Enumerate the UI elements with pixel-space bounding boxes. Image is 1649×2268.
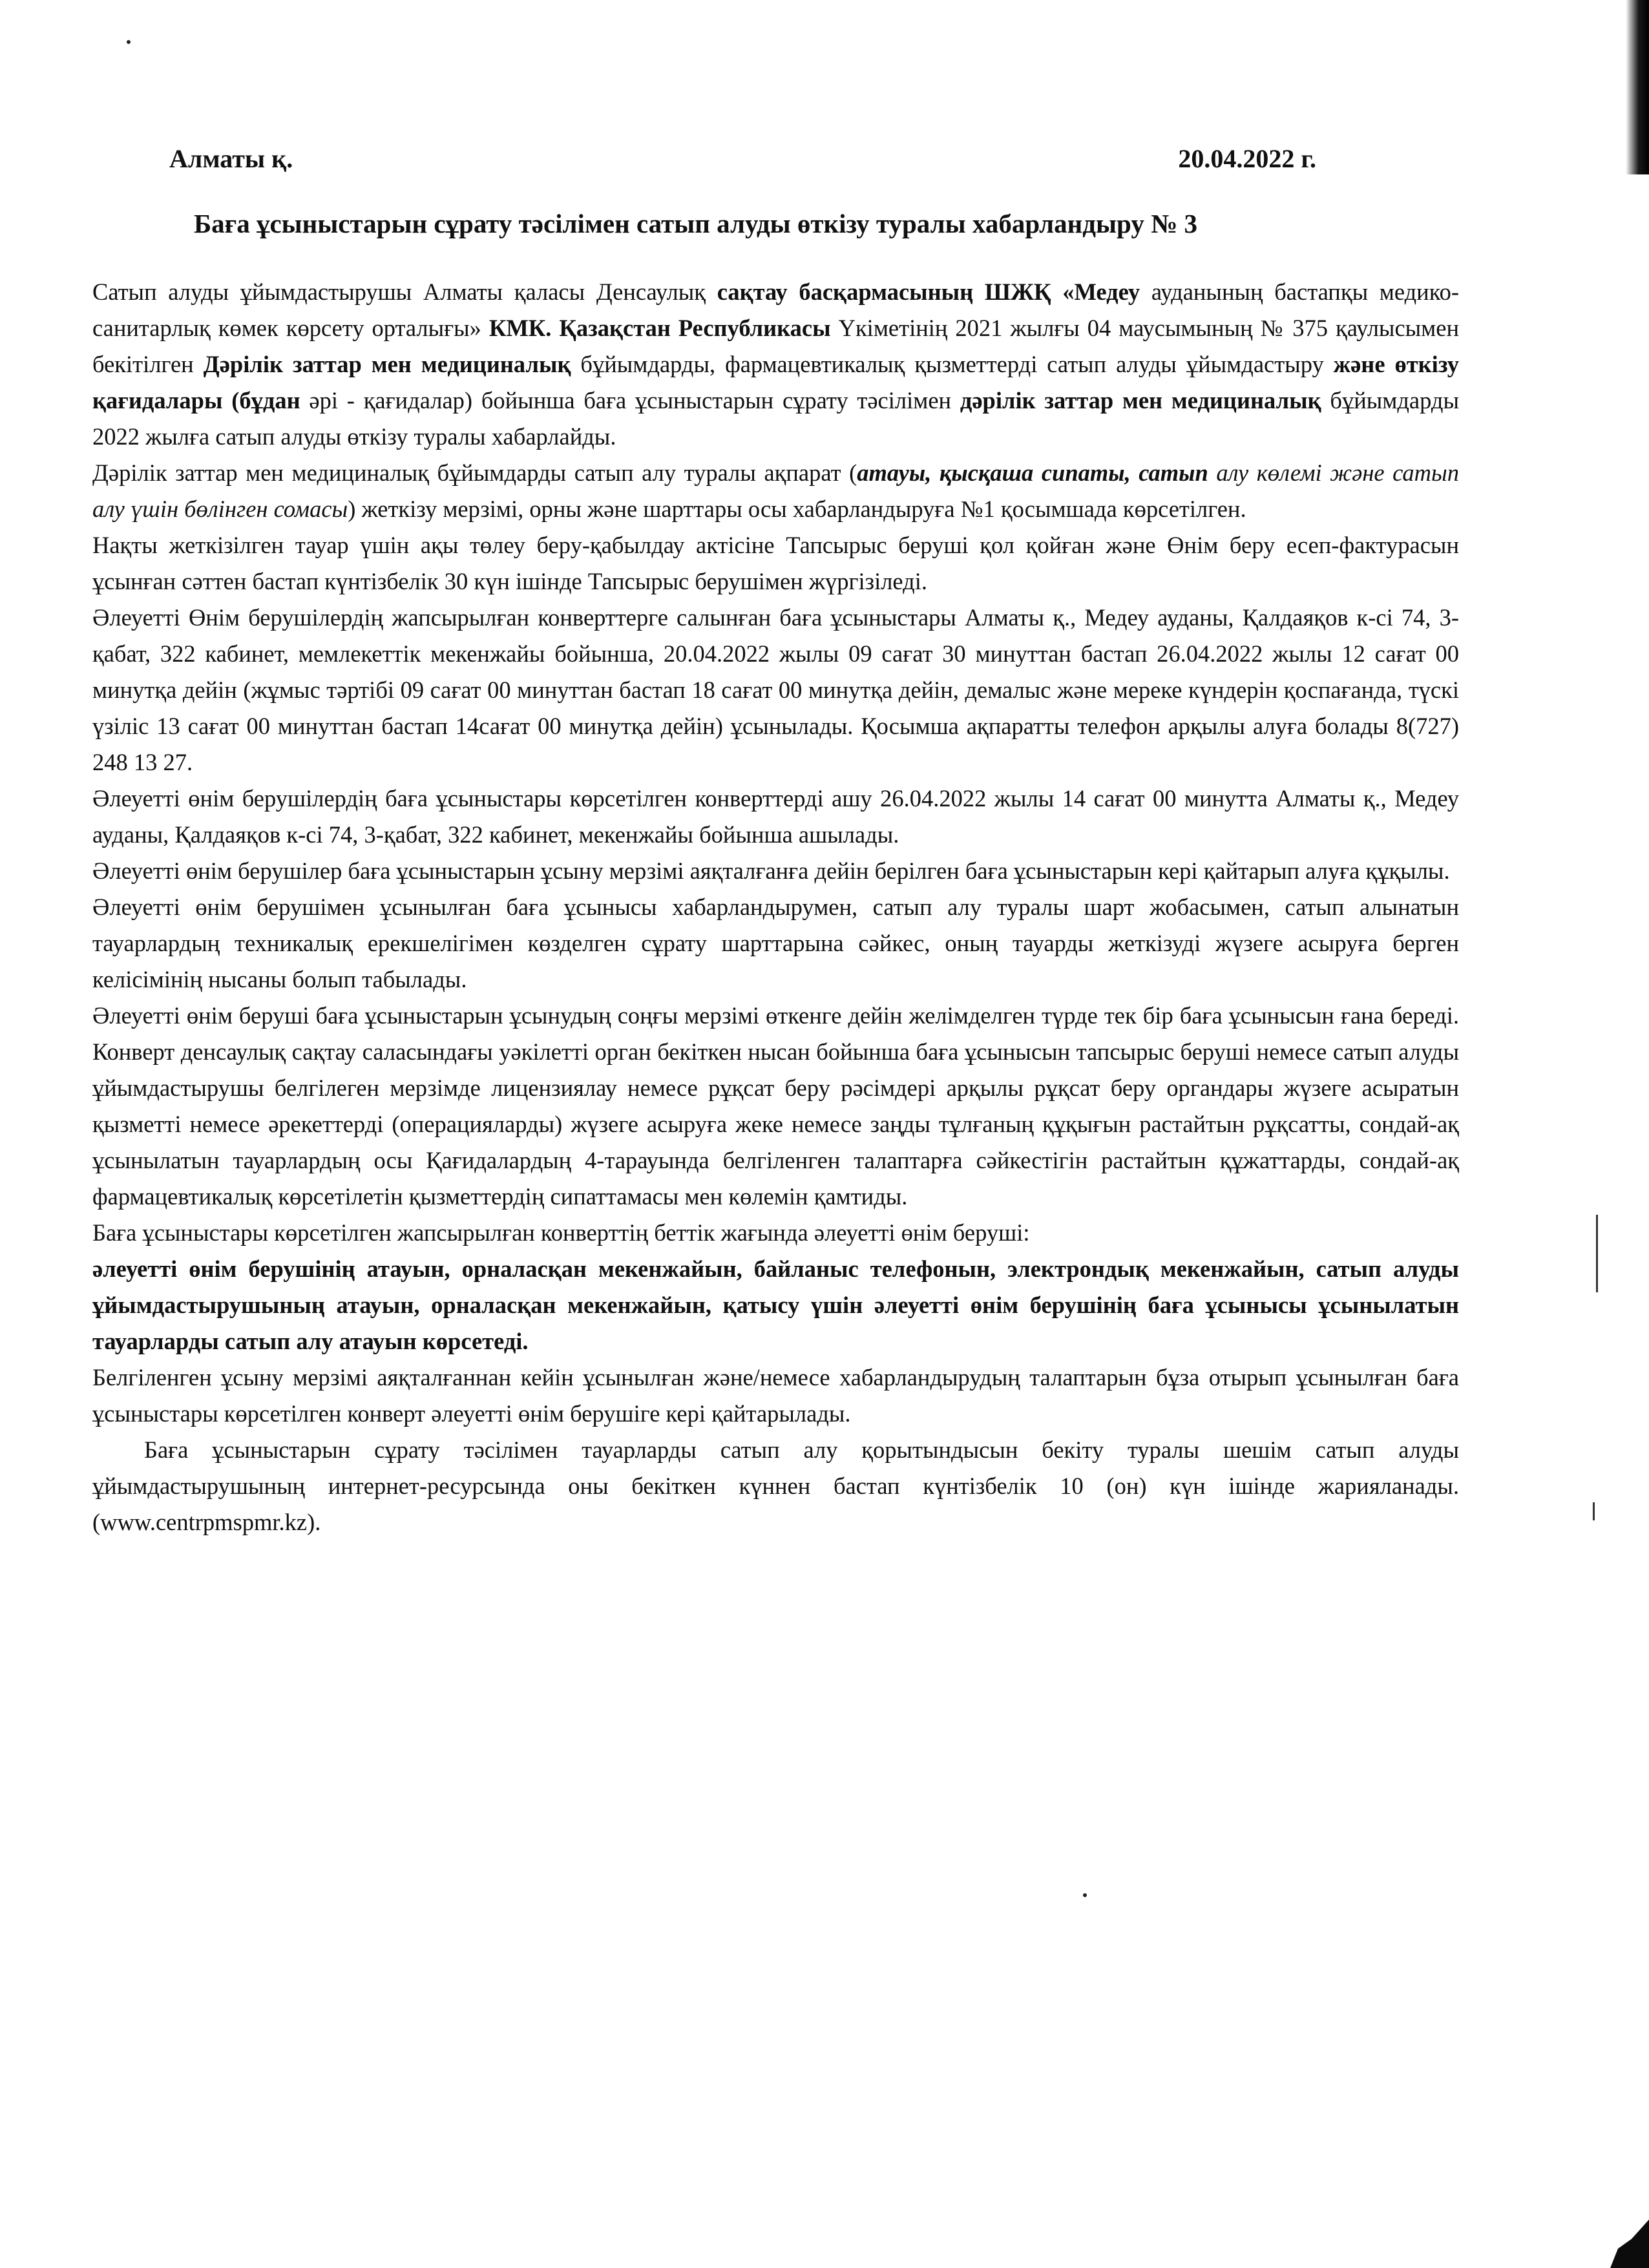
document-body: [92, 274, 1459, 1540]
paragraph: Баға ұсыныстарын сұрату тәсілімен тауарларды сатып алу қорытындысын бекіту туралы шешім сатып алуды ұйымдастырушының интернет-ресурсында оны бекіткен күннен бастап күнтізбелік 10 (он) күн ішінде жарияланады. (www.centrpmspmr.kz).: [92, 1436, 1459, 1535]
paragraph: Әлеуетті Өнім берушілердің жапсырылған конверттерге салынған баға ұсыныстары Алматы қ., Медеу ауданы, Қалдаяқов к-сі 74, 3-қабат, 322 кабинет, мемлекеттік мекенжайы бойынша, 20.04.2022 жылы 09 сағат 30 минуттан бастап 26.04.2022 жылы 12 сағат 00 минутқа дейін (жұмыс тәртібі 09 сағат 00 минуттан бастап 18 сағат 00 минутқа дейін, демалыс және мереке күндерін қоспағанда, түскі үзіліс 13 сағат 00 минуттан бастап 14сағат 00 минутқа дейін) ұсынылады. Қосымша ақпаратты телефон арқылы алуға болады 8(727) 248 13 27.: [92, 604, 1459, 775]
paragraph: Әлеуетті өнім берушілер баға ұсыныстарын ұсыну мерзімі аяқталғанға дейін берілген баға ұсыныстарын кері қайтарып алуға құқылы.: [92, 857, 1450, 884]
city: Алматы қ.: [169, 144, 293, 173]
scan-edge-shadow: [1626, 0, 1649, 174]
scan-corner-shadow: [1610, 2220, 1649, 2268]
bold-run: КМК. Қазақстан Республикасы: [488, 315, 831, 341]
paragraph: Әлеуетті өнім беруші баға ұсыныстарын ұсынудың соңғы мерзімі өткенге дейін желімделген түрде тек бір баға ұсынысын ғана береді. Конверт денсаулық сақтау саласындағы уәкілетті орган бекіткен нысан бойынша баға ұсынысын тапсырыс беруші немесе сатып алуды ұйымдастырушы белгілеген мерзімде лицензиялау немесе рұқсат беру рәсімдері арқылы рұқсат беру органдары жүзеге асыратын қызметті немесе әрекеттерді (операцияларды) жүзеге асыруға жеке немесе заңды тұлғаның құқығын растайтын рұқсатты, сондай-ақ ұсынылатын тауарлардың осы Қағидалардың 4-тарауында белгіленген талаптарға сәйкестігін растайтын құжаттарды, сондай-ақ фармацевтикалық көрсетілетін қызметтердің сипаттамасы мен көлемін қамтиды.: [92, 1002, 1459, 1210]
paragraph: [92, 455, 1459, 527]
bold-run: дәрілік заттар мен медициналық: [960, 387, 1321, 414]
scan-mark: [1593, 1502, 1595, 1520]
paragraph-bold: әлеуетті өнім берушінің атауын, орналасқан мекенжайын, байланыс телефонын, электрондық мекенжайын, сатып алуды ұйымдастырушының атауын, орналасқан мекенжайын, қатысу үшін әлеуетті өнім берушінің баға ұсынысы ұсынылатын тауарларды сатып алу атауын көрсетеді.: [92, 1255, 1459, 1354]
text-run: Үкіметінің 2021 жылғы 04 маусымының № 375 қаулысымен бекітілген: [92, 315, 1460, 377]
bold-run: Дәрілік заттар мен медициналық: [203, 351, 571, 377]
bold-run: және өткізу қағидалары (бұдан: [92, 351, 1459, 414]
text-run: әрі - қағидалар) бойынша баға ұсыныстарын сұрату тәсілімен: [300, 387, 960, 414]
bold-italic-run: атауы, қысқаша сипаты, сатып: [857, 459, 1208, 486]
text-run: ) жеткізу мерзімі, орны және шарттары осы хабарландыруға №1 қосымшада көрсетілген.: [348, 496, 1246, 522]
text-run: ауданының бастапқы медико-санитарлық көмек көрсету орталығы»: [92, 278, 1459, 341]
paragraph: Әлеуетті өнім берушілердің баға ұсыныстары көрсетілген конверттерді ашу 26.04.2022 жылы 14 сағат 00 минутта Алматы қ., Медеу ауданы, Қалдаяқов к-сі 74, 3-қабат, 322 кабинет, мекенжайы бойынша ашылады.: [92, 785, 1459, 848]
italic-run: алу көлемі және сатып алу үшін бөлінген сомасы: [92, 459, 1460, 522]
paragraph: Нақты жеткізілген тауар үшін ақы төлеу беру-қабылдау актісіне Тапсырыс беруші қол қойған және Өнім беру есеп-фактурасын ұсынған сәттен бастап күнтізбелік 30 күн ішінде Тапсырыс берушімен жүргізіледі.: [92, 532, 1459, 594]
paragraph: Баға ұсыныстары көрсетілген жапсырылған конверттің беттік жағында әлеуетті өнім беруші:: [92, 1219, 1030, 1246]
bold-run: сақтау басқармасының ШЖҚ «Медеу: [717, 278, 1140, 305]
document-date: 20.04.2022 г.: [1178, 144, 1316, 173]
paragraph: [92, 274, 1459, 455]
scan-speck: [1083, 1893, 1087, 1897]
paragraph: Әлеуетті өнім берушімен ұсынылған баға ұсынысы хабарландырумен, сатып алу туралы шарт жобасымен, сатып алынатын тауарлардың техникалық ерекшелігімен көзделген сұрату шарттарына сәйкес, оның тауарды жеткізуді жүзеге асыруға берген келісімінің нысаны болып табылады.: [92, 894, 1459, 992]
text-run: бұйымдарды, фармацевтикалық қызметтерді сатып алуды ұйымдастыру: [571, 351, 1334, 377]
text-run: Сатып алуды ұйымдастырушы Алматы қаласы Денсаулық: [92, 278, 717, 305]
document-title: Баға ұсыныстарын сұрату тәсілімен сатып алуды өткізу туралы хабарландыру № 3: [194, 209, 1198, 238]
text-run: бұйымдарды 2022 жылға сатып алуды өткізу туралы хабарлайды.: [92, 387, 1459, 450]
text-run: Дәрілік заттар мен медициналық бұйымдарды сатып алу туралы ақпарат (: [92, 459, 857, 486]
document-header: [169, 143, 1316, 174]
scan-mark: [1596, 1215, 1598, 1292]
paragraph: Белгіленген ұсыну мерзімі аяқталғаннан кейін ұсынылған және/немесе хабарландырудың талаптарын бұза отырып ұсынылған баға ұсыныстары көрсетілген конверт әлеуетті өнім берушіге кері қайтарылады.: [92, 1364, 1459, 1427]
scan-speck: [127, 40, 131, 44]
